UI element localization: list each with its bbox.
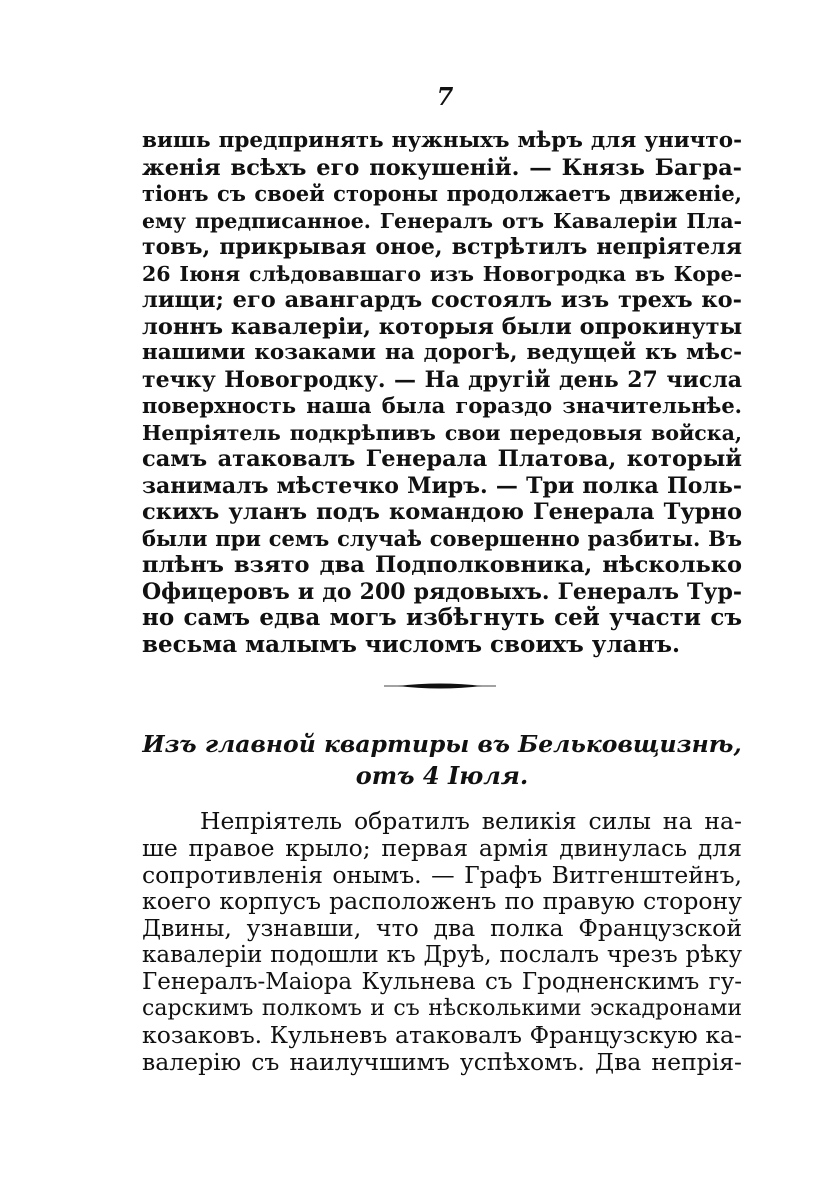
text-line: занималъ мѣстечко Миръ. — Три полка Поль- — [142, 472, 742, 499]
ornament-divider — [380, 680, 500, 692]
text-line: товъ, прикрывая оное, встрѣтилъ непріятеля — [142, 234, 742, 260]
text-line: тіонъ съ своей стороны продолжаетъ движеніе, — [142, 181, 742, 206]
text-line: Офицеровъ и до 200 рядовыхъ. Генералъ Тур- — [142, 578, 742, 605]
text-line: кавалеріи подошли къ Друѣ, послалъ чрезъ рѣку — [142, 941, 742, 968]
text-line: лоннъ кавалеріи, которыя были опрокинуты — [142, 313, 743, 340]
text-line: поверхность наша была гораздо значительнѣе. — [142, 393, 742, 418]
text-line: Генералъ-Маіора Кульнева съ Гродненскимъ гу- — [142, 968, 742, 995]
text-line: 26 Іюня слѣдовавшаго изъ Новогродка въ Коре- — [142, 261, 742, 286]
page-number: 7 — [436, 82, 454, 111]
text-line: ему предписанное. Генералъ отъ Кавалеріи Пла- — [142, 208, 742, 233]
text-line: но самъ едва могъ избѣгнуть сей участи съ — [142, 604, 742, 631]
text-line: самъ атаковалъ Генерала Платова, который — [142, 446, 742, 472]
text-line: сарскимъ полкомъ и съ нѣсколькими эскадронами — [142, 995, 742, 1021]
text-line: скихъ уланъ подъ командою Генерала Турно — [142, 499, 742, 525]
text-line: вишь предпринять нужныхъ мѣръ для уничто- — [142, 128, 742, 153]
text-line: женія всѣхъ его покушеній. — Князь Багра- — [142, 154, 742, 181]
text-line: течку Новогродку. — На другій день 27 числа — [142, 366, 742, 393]
text-line: валерію съ наилучшимъ успѣхомъ. Два непрія- — [142, 1048, 742, 1077]
text-line: коего корпусъ расположенъ по правую сторону — [142, 887, 742, 916]
section-heading: Изъ главной квартиры въ Бельковщизнѣ, — [142, 730, 742, 758]
text-line: Непріятель обратилъ великія силы на на- — [200, 807, 742, 835]
text-line: козаковъ. Кульневъ атаковалъ Французскую ка- — [142, 1021, 742, 1050]
section-1-text — [142, 128, 742, 658]
section-subheading-date: отъ 4 Іюля. — [355, 761, 529, 790]
text-line: Двины, узнавши, что два полка Французской — [142, 914, 742, 943]
text-line: ше правое крыло; первая армія двинулась для — [142, 833, 742, 862]
text-line: были при семъ случаѣ совершенно разбиты. Въ — [142, 525, 742, 551]
text-line: весьма малымъ числомъ своихъ уланъ. — [142, 630, 681, 658]
text-line: Непріятель подкрѣпивъ свои передовыя войска, — [142, 420, 742, 445]
text-line: плѣнъ взято два Подполковника, нѣсколько — [142, 552, 742, 578]
text-line: нашими козаками на дорогѣ, ведущей къ мѣс- — [142, 340, 742, 365]
text-line: сопротивленія онымъ. — Графъ Витгенштейнъ, — [142, 860, 742, 889]
section-2-text — [142, 808, 742, 1076]
text-line: лищи; его авангардъ состоялъ изъ трехъ ко- — [142, 287, 742, 313]
